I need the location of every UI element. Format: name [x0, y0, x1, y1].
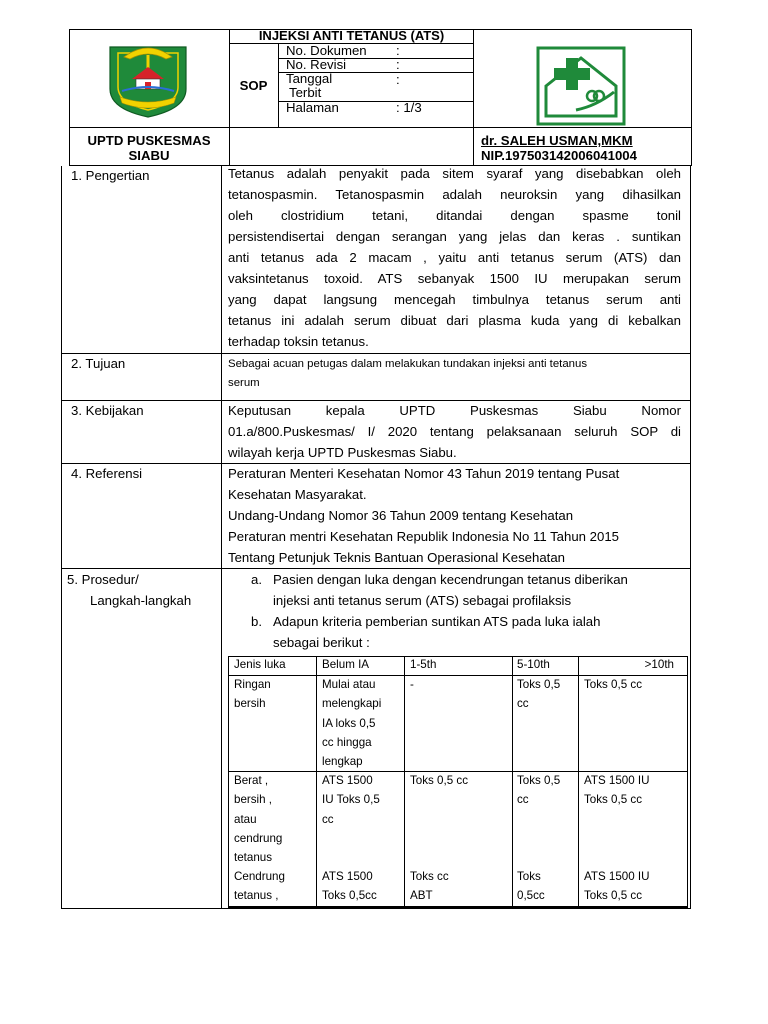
field-value-tanggal: : [396, 72, 400, 87]
table-cell-jenis-luka: tetanus , [234, 889, 279, 903]
section-label-prosedur: 5. Prosedur/ [67, 572, 139, 587]
table-header-5-10th: 5-10th [517, 658, 550, 671]
paragraph-line: persistendisertai dengan serangan yang jelas dan keras . suntikan [228, 229, 681, 244]
table-cell-jenis-luka: atau [234, 812, 257, 826]
section-label-kebijakan: 3. Kebijakan [71, 403, 144, 418]
list-marker: a. [251, 572, 262, 587]
table-cell-jenis-luka: bersih , [234, 793, 273, 807]
paragraph-line: yang dapat langsung mencegah timbulnya tetanus serum anti [228, 292, 681, 307]
table-cell-5-10th: cc [517, 697, 529, 711]
table-cell-5-10th: cc [517, 793, 529, 807]
table-cell-belum-ia: cc hingga [322, 735, 372, 749]
referensi-line: Peraturan Menteri Kesehatan Nomor 43 Tahun 2019 tentang Pusat [228, 466, 620, 481]
table-cell-10th: ATS 1500 IU [584, 870, 650, 883]
paragraph-line: anti tetanus ada 2 macam , yaitu anti tetanus serum (ATS) dan [228, 250, 681, 265]
paragraph-line: tetanospasmin. Tetanospasmin adalah neuroksin yang dihasilkan [228, 187, 681, 202]
sop-label: SOP [239, 78, 268, 93]
referensi-line: Undang-Undang Nomor 36 Tahun 2009 tentang Kesehatan [228, 508, 574, 523]
referensi-line: Tentang Petunjuk Teknis Bantuan Operasional Kesehatan [228, 550, 566, 565]
list-item: Pasien dengan luka dengan kecendrungan tetanus diberikan [273, 572, 628, 587]
table-cell-5-10th: 0,5cc [517, 889, 545, 903]
table-header-belum-ia: Belum IA [322, 658, 370, 671]
table-cell-10th: Toks 0,5 cc [584, 678, 642, 691]
paragraph-line: vaksintetanus toxoid. ATS sebanyak 1500 IU merupakan serum [228, 271, 681, 286]
table-header-jenis-luka: Jenis luka [234, 658, 286, 671]
field-value-no-revisi: : [396, 57, 400, 72]
table-cell-belum-ia: IA loks 0,5 [322, 716, 376, 730]
sop-title: INJEKSI ANTI TETANUS (ATS) [258, 28, 445, 43]
table-cell-jenis-luka: Cendrung [234, 870, 285, 883]
field-label-no-revisi: No. Revisi [286, 57, 347, 72]
field-value-halaman: : 1/3 [396, 100, 422, 115]
table-cell-1-5th: Toks 0,5 cc [410, 774, 468, 787]
kebijakan-line: 01.a/800.Puskesmas/ I/ 2020 tentang pelaksanaan seluruh SOP di [228, 424, 681, 439]
table-cell-1-5th: ABT [410, 889, 433, 903]
section-label-pengertian: 1. Pengertian [71, 168, 150, 183]
head-name: dr. SALEH USMAN,MKM [481, 133, 633, 148]
table-cell-belum-ia: ATS 1500 [322, 774, 373, 787]
field-label-tanggal: Tanggal [286, 71, 333, 86]
list-marker: b. [251, 614, 262, 629]
paragraph-line: terhadap toksin tetanus. [228, 334, 369, 349]
list-item: injeksi anti tetanus serum (ATS) sebagai profilaksis [273, 593, 572, 608]
field-label-terbit: Terbit [289, 85, 322, 100]
referensi-line: Kesehatan Masyarakat. [228, 487, 367, 502]
table-cell-1-5th: - [410, 678, 414, 691]
table-cell-jenis-luka: Ringan [234, 678, 271, 691]
field-value-no-dokumen: : [396, 43, 400, 58]
table-cell-5-10th: Toks [517, 870, 541, 883]
table-cell-belum-ia: Mulai atau [322, 678, 376, 691]
table-cell-10th: Toks 0,5 cc [584, 793, 642, 807]
table-cell-5-10th: Toks 0,5 [517, 774, 561, 787]
table-cell-jenis-luka: Berat , [234, 774, 269, 787]
field-label-no-dokumen: No. Dokumen [286, 43, 367, 58]
table-cell-belum-ia: lengkap [322, 755, 363, 769]
section-label-tujuan: 2. Tujuan [71, 356, 126, 371]
tujuan-line: serum [228, 377, 260, 389]
section-label-referensi: 4. Referensi [71, 466, 143, 481]
table-cell-jenis-luka: bersih [234, 697, 266, 711]
regional-emblem-logo [104, 35, 192, 119]
table-cell-5-10th: Toks 0,5 [517, 678, 561, 691]
table-cell-belum-ia: cc [322, 812, 334, 826]
paragraph-line: Tetanus adalah penyakit pada sitem syaraf yang disebabkan oleh [228, 166, 681, 181]
paragraph-line: oleh clostridium tetani, ditandai dengan spasme tonil [228, 208, 681, 223]
table-cell-10th: Toks 0,5 cc [584, 889, 642, 903]
referensi-line: Peraturan mentri Kesehatan Republik Indonesia No 11 Tahun 2015 [228, 529, 620, 544]
table-header-10th: >10th [644, 658, 674, 671]
kebijakan-line: wilayah kerja UPTD Puskesmas Siabu. [228, 445, 457, 460]
field-label-halaman: Halaman [286, 100, 339, 115]
table-cell-jenis-luka: tetanus [234, 851, 273, 865]
org-name-line2: SIABU [128, 148, 170, 163]
puskesmas-logo [536, 46, 626, 126]
tujuan-line: Sebagai acuan petugas dalam melakukan tundakan injeksi anti tetanus [228, 358, 588, 370]
table-header-1-5th: 1-5th [410, 658, 437, 671]
kebijakan-line: Keputusan kepala UPTD Puskesmas Siabu Nomor [228, 403, 681, 418]
paragraph-line: tetanus ini adalah serum dibuat dari plasma kuda yang di kebalkan [228, 313, 681, 328]
head-nip: NIP.197503142006041004 [481, 148, 637, 163]
list-item: sebagai berikut : [273, 635, 370, 650]
table-cell-jenis-luka: cendrung [234, 831, 283, 845]
list-item: Adapun kriteria pemberian suntikan ATS pada luka ialah [273, 614, 601, 629]
table-cell-belum-ia: melengkapi [322, 697, 382, 711]
section-label-langkah: Langkah-langkah [90, 593, 192, 608]
table-cell-1-5th: Toks cc [410, 870, 449, 883]
table-cell-belum-ia: ATS 1500 [322, 870, 373, 883]
table-cell-belum-ia: Toks 0,5cc [322, 889, 377, 903]
org-name-line1: UPTD PUSKESMAS [87, 133, 211, 148]
table-cell-belum-ia: IU Toks 0,5 [322, 793, 380, 807]
table-cell-10th: ATS 1500 IU [584, 774, 650, 787]
